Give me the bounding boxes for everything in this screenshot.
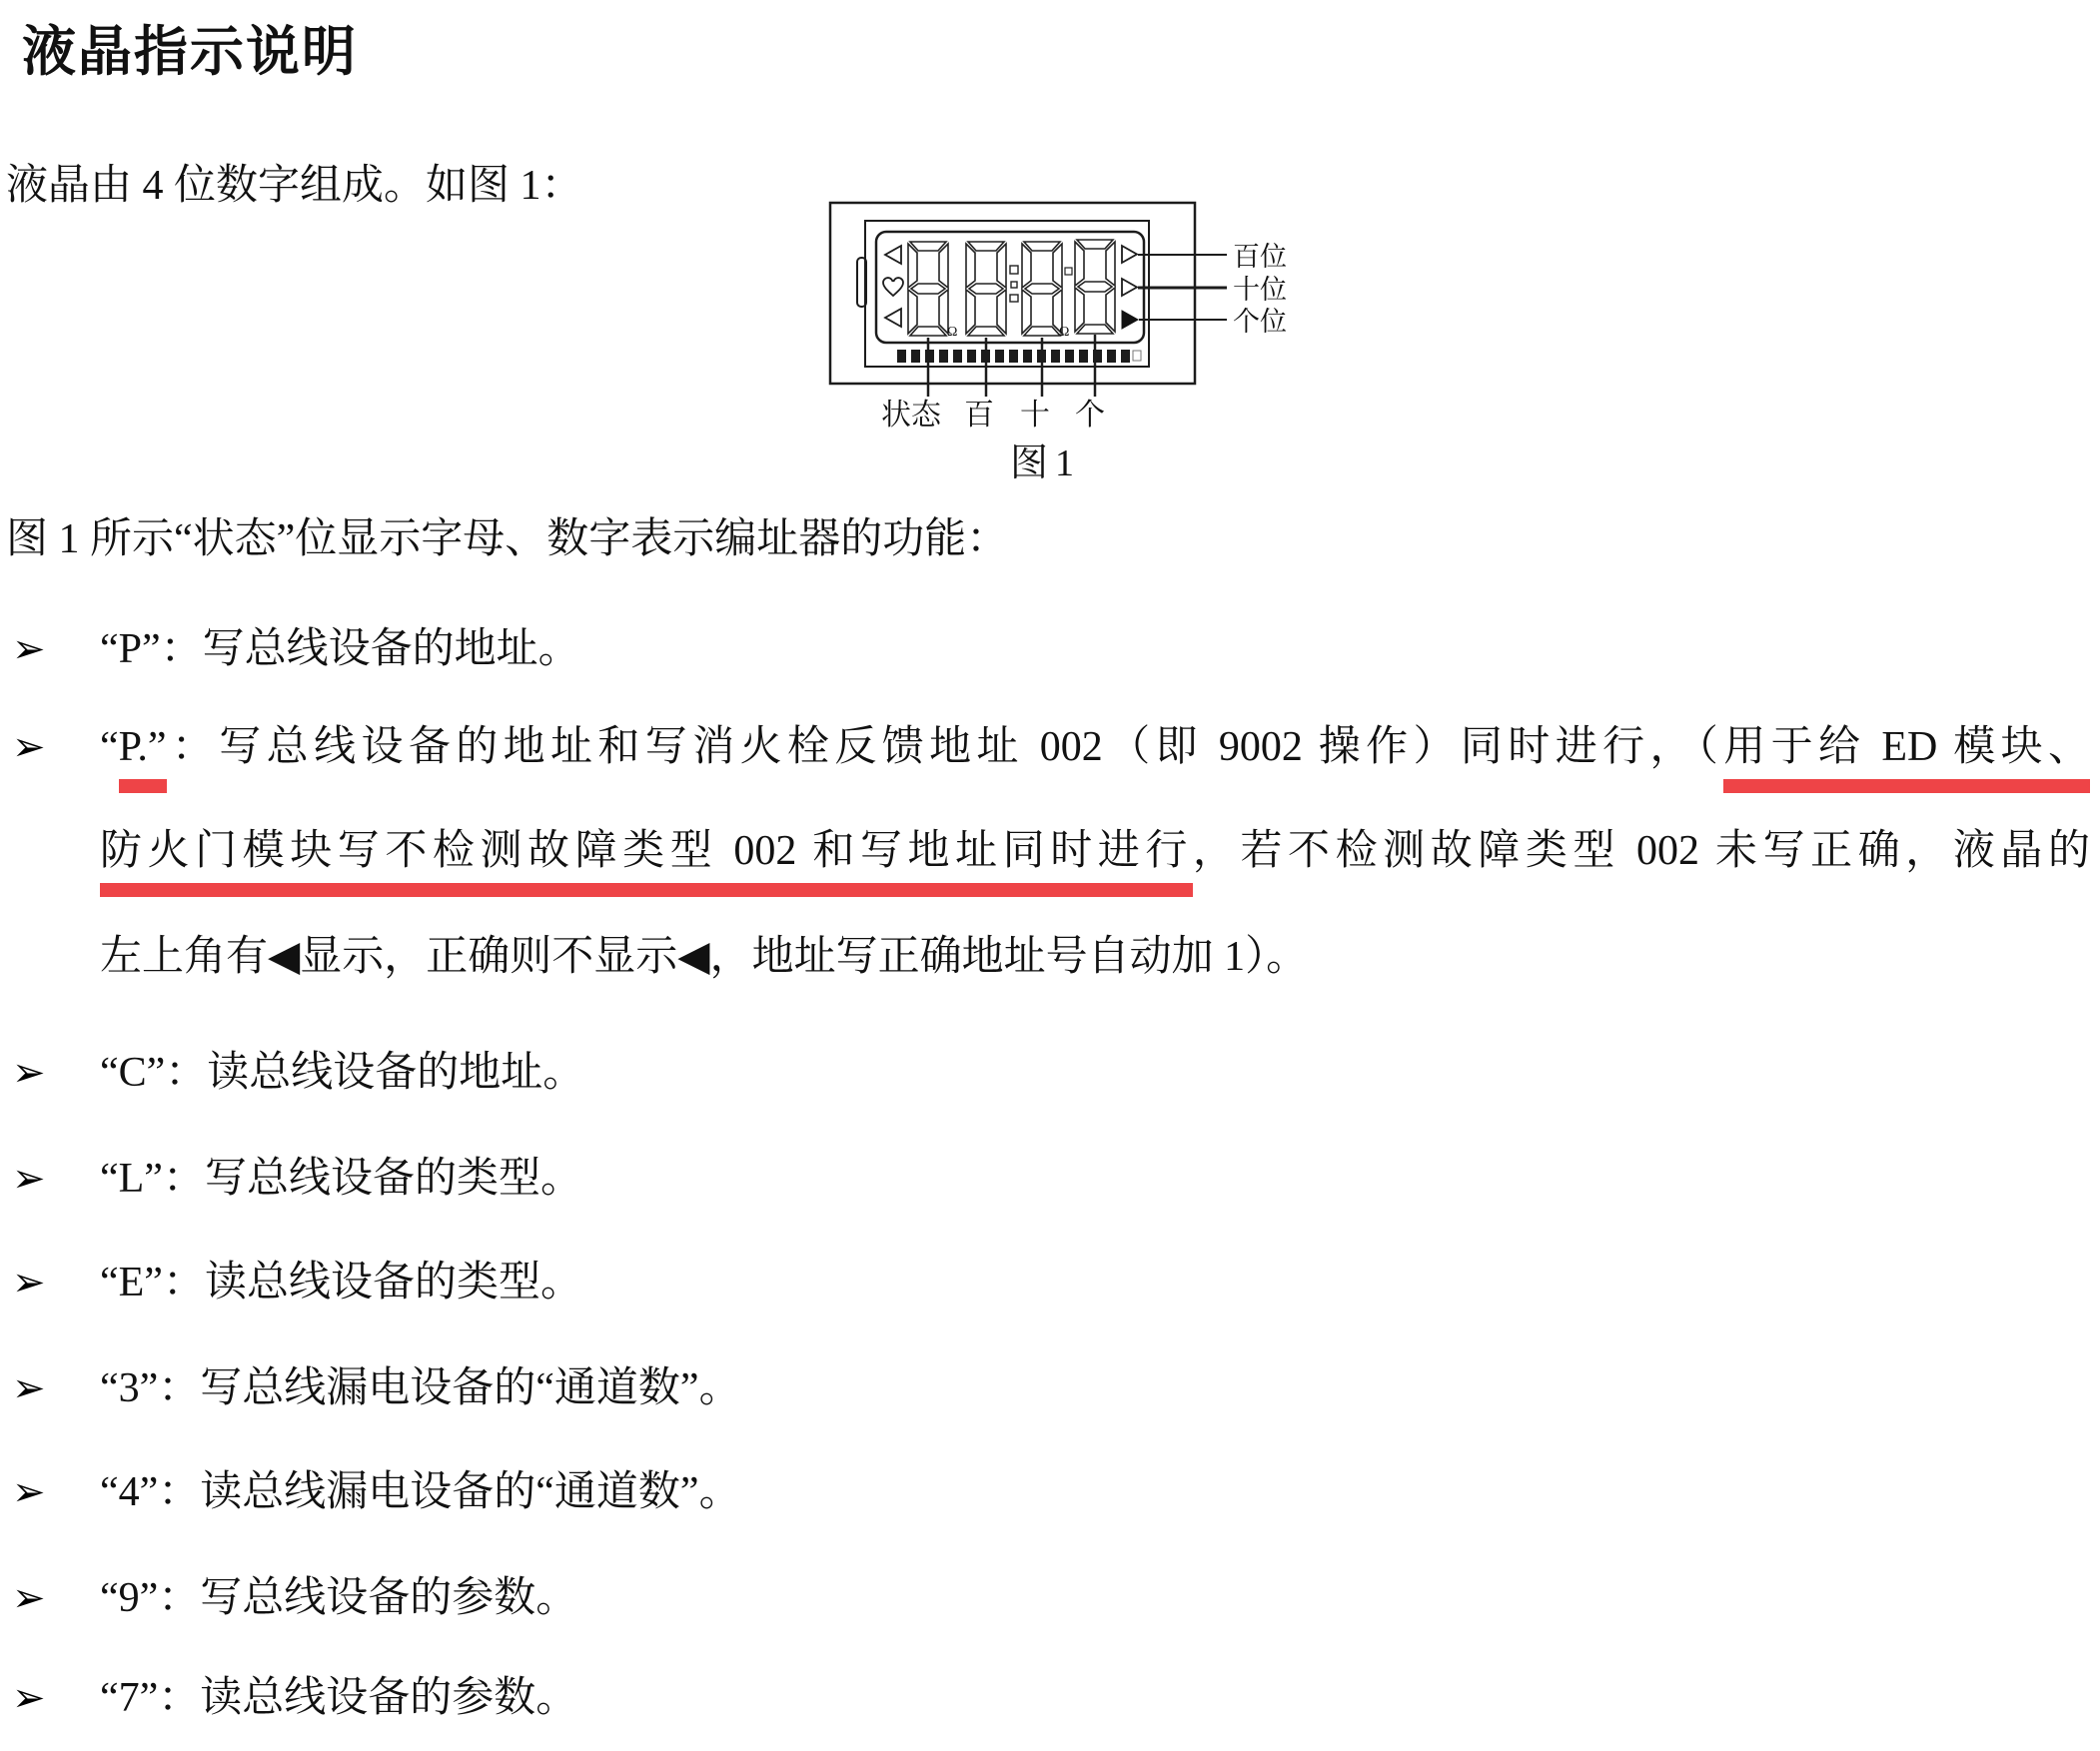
- list-item-line: [100, 1231, 2090, 1335]
- text-run: “P”：写总线设备的地址。: [100, 626, 580, 672]
- text-run: “7”：读总线设备的参数。: [100, 1675, 578, 1721]
- page-title: 液晶指示说明: [22, 22, 358, 82]
- figure-explain-paragraph: 图 1 所示“状态”位显示字母、数字表示编址器的功能：: [6, 516, 1009, 562]
- figure-caption-number: 1: [1055, 442, 1074, 484]
- ohm-icon: Ω: [1059, 325, 1070, 340]
- text-run: “9”：写总线设备的参数。: [100, 1575, 578, 1621]
- list-bullet-icon: ➢: [12, 1469, 46, 1515]
- list-item-line: [100, 1021, 2090, 1126]
- list-item-line: [100, 597, 2090, 702]
- label-ones: 个位: [1233, 307, 1287, 337]
- text-run: “3”：写总线漏电设备的“通道数”。: [100, 1365, 741, 1411]
- ohm-icon: Ω: [947, 325, 958, 340]
- list-bullet-icon: ➢: [12, 1156, 46, 1202]
- text-run: “: [100, 724, 119, 770]
- list-bullet-icon: ➢: [12, 1575, 46, 1621]
- list-item-line: [100, 905, 2090, 1010]
- text-run: 左上角有◀显示，正确则不显示◀，地址写正确地址号自动加 1）。: [100, 934, 1309, 980]
- red-underlined-text: 用于给 ED 模块、: [1723, 724, 2090, 793]
- list-bullet-icon: ➢: [12, 1675, 46, 1721]
- text-run: “C”：读总线设备的地址。: [100, 1050, 585, 1096]
- list-item-line: [100, 1336, 2090, 1441]
- text-run: ，若不检测故障类型 002 未写正确，液晶的: [1192, 828, 2090, 874]
- text-run: “4”：读总线漏电设备的“通道数”。: [100, 1469, 741, 1515]
- list-item-line: [100, 1127, 2090, 1232]
- label-hundreds: 百位: [1233, 242, 1287, 272]
- list-item-line: [100, 695, 2090, 800]
- list-bullet-icon: ➢: [12, 1050, 46, 1096]
- red-underlined-text: P.”: [119, 724, 167, 793]
- red-underlined-text: 防火门模块写不检测故障类型 002 和写地址同时进行: [100, 828, 1193, 897]
- intro-paragraph: 液晶由 4 位数字组成。如图 1：: [6, 163, 583, 209]
- list-bullet-icon: ➢: [12, 626, 46, 672]
- list-item-line: [100, 799, 2090, 904]
- list-item-line: [100, 1646, 2090, 1751]
- list-item-line: [100, 1440, 2090, 1545]
- label-status: 状态: [881, 399, 941, 432]
- text-run: ：写总线设备的地址和写消火栓反馈地址 002（即 9002 操作）同时进行，（: [166, 724, 1724, 770]
- text-run: “E”：读总线设备的类型。: [100, 1260, 582, 1306]
- label-ten: 十: [1020, 399, 1050, 432]
- list-bullet-icon: ➢: [12, 1365, 46, 1411]
- label-hundred: 百: [964, 399, 994, 432]
- text-run: “L”：写总线设备的类型。: [100, 1156, 582, 1202]
- label-tens: 十位: [1233, 275, 1287, 305]
- label-one: 个: [1075, 399, 1105, 432]
- list-item-line: [100, 1546, 2090, 1651]
- list-bullet-icon: ➢: [12, 724, 46, 770]
- list-bullet-icon: ➢: [12, 1260, 46, 1306]
- figure-caption-prefix: 图: [1010, 442, 1049, 484]
